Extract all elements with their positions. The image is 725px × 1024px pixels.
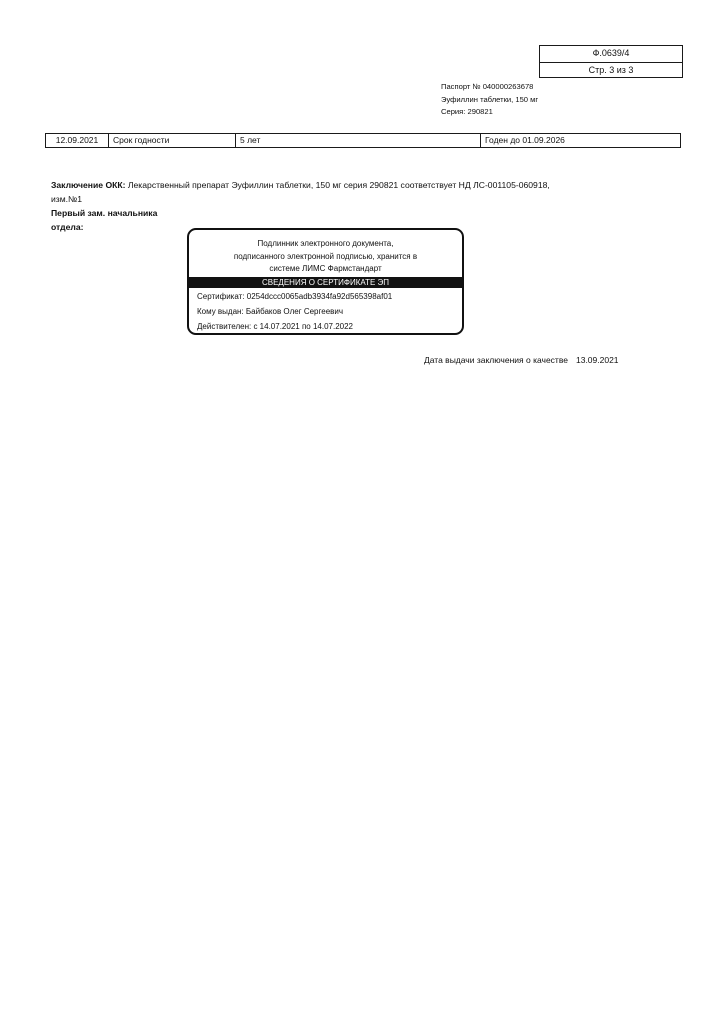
stamp-intro-line-3: системе ЛИМС Фармстандарт [269, 264, 382, 273]
stamp-intro-line-1: Подлинник электронного документа, [257, 239, 394, 248]
signatory-line-2: отдела: [51, 222, 84, 232]
passport-number: Паспорт № 040000263678 [441, 82, 534, 91]
conclusion-label: Заключение ОКК: [51, 180, 126, 190]
form-number-box [539, 45, 683, 78]
signatory-line-1: Первый зам. начальника [51, 208, 158, 218]
shelf-value: 5 лет [236, 134, 481, 147]
conclusion-text: Лекарственный препарат Эуфиллин таблетки, 150 мг серия 290821 соответствует НД ЛС-001105-060918, [125, 180, 550, 190]
stamp-intro [189, 230, 462, 272]
form-number: Ф.0639/4 [592, 48, 630, 58]
certificate-id: Сертификат: 0254dccc0065adb3934fa92d565398af01 [197, 292, 393, 301]
signatory-title [51, 206, 157, 234]
stamp-intro-line-2: подписанного электронной подписью, хранится в [233, 251, 418, 261]
validity-period: Действителен: с 14.07.2021 по 14.07.2022 [197, 322, 353, 331]
shelf-date: 12.09.2021 [46, 134, 109, 147]
batch-number: Серия: 290821 [441, 107, 493, 116]
issue-date-value: 13.09.2021 [575, 355, 619, 365]
conclusion-text-2: изм.№1 [51, 194, 83, 204]
product-name: Эуфиллин таблетки, 150 мг [441, 94, 539, 104]
issued-to: Кому выдан: Байбаков Олег Сергеевич [197, 307, 344, 316]
shelf-life-row [45, 133, 681, 148]
issue-date [424, 354, 619, 366]
shelf-label: Срок годности [109, 134, 236, 147]
stamp-header: СВЕДЕНИЯ О СЕРТИФИКАТЕ ЭП [189, 277, 462, 288]
qc-conclusion [51, 178, 571, 206]
issue-date-label: Дата выдачи заключения о качестве [424, 355, 568, 365]
page-number: Стр. 3 из 3 [540, 62, 682, 79]
e-signature-stamp [187, 228, 464, 335]
expiry-date: Годен до 01.09.2026 [485, 135, 565, 145]
passport-header [441, 81, 538, 119]
